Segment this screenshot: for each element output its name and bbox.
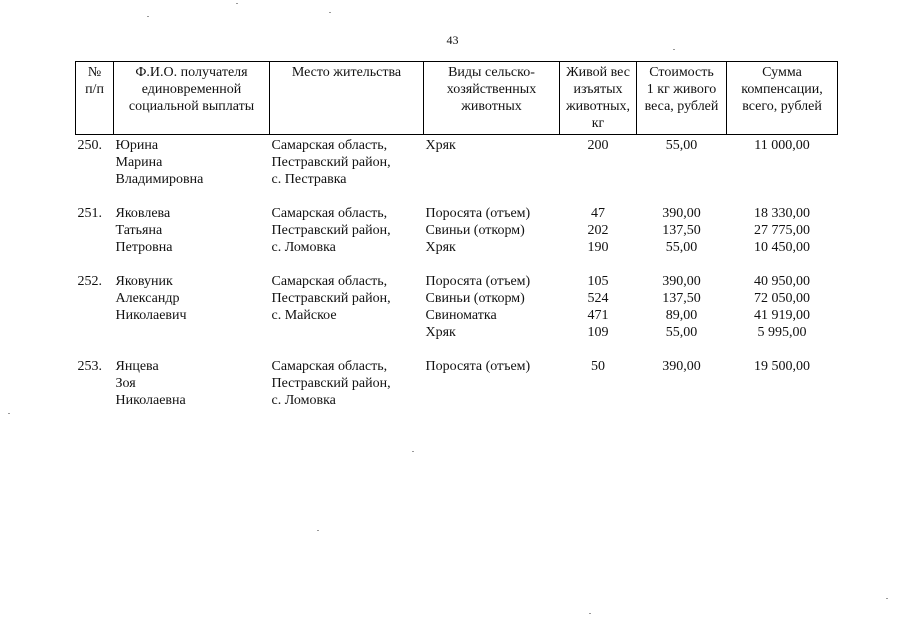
cell-sum-line: 19 500,00 bbox=[754, 359, 810, 374]
cell-price bbox=[637, 273, 727, 341]
cell-weight-line: 47 bbox=[591, 206, 605, 221]
cell-kind-line: Поросята (отъем) bbox=[425, 274, 531, 289]
header-price bbox=[637, 62, 727, 135]
cell-price-line: 55,00 bbox=[665, 240, 698, 255]
cell-place-line: Пестравский район, bbox=[271, 376, 391, 391]
cell-price-line: 137,50 bbox=[662, 291, 701, 306]
compensation-table bbox=[75, 61, 838, 409]
header-name-line: единовременной bbox=[141, 82, 242, 97]
cell-place-line: с. Ломовка bbox=[271, 240, 336, 255]
page-number: 43 bbox=[446, 33, 459, 47]
scan-speck bbox=[886, 598, 888, 599]
header-weight-line: Живой вес bbox=[566, 65, 630, 80]
cell-price-line: 390,00 bbox=[662, 359, 701, 374]
cell-name-line: Янцева bbox=[115, 359, 159, 374]
cell-place bbox=[270, 135, 424, 189]
cell-weight-line: 202 bbox=[587, 223, 609, 238]
table-body bbox=[76, 135, 838, 410]
cell-price-line: 55,00 bbox=[665, 138, 698, 153]
cell-num: 252. bbox=[77, 274, 102, 289]
scan-speck bbox=[236, 3, 238, 4]
cell-name-line: Татьяна bbox=[115, 223, 163, 238]
cell-price-line: 89,00 bbox=[665, 308, 698, 323]
row-spacer bbox=[76, 256, 838, 273]
cell-sum-line: 18 330,00 bbox=[754, 206, 810, 221]
cell-place-line: Самарская область, bbox=[271, 359, 388, 374]
cell-weight-line: 200 bbox=[587, 138, 609, 153]
cell-place bbox=[270, 358, 424, 409]
scan-speck bbox=[147, 16, 149, 17]
header-weight-line: изъятых bbox=[573, 82, 623, 97]
cell-kind-line: Хряк bbox=[425, 138, 456, 153]
cell-place-line: Пестравский район, bbox=[271, 155, 391, 170]
header-kind-line: животных bbox=[461, 99, 522, 114]
cell-price bbox=[637, 135, 727, 189]
cell-name bbox=[114, 135, 270, 189]
cell-price-line: 390,00 bbox=[662, 274, 701, 289]
header-weight-line: кг bbox=[591, 116, 605, 131]
cell-place-line: с. Ломовка bbox=[271, 393, 336, 408]
cell-price bbox=[637, 205, 727, 256]
header-num bbox=[76, 62, 114, 135]
row-spacer bbox=[76, 341, 838, 358]
cell-kind bbox=[424, 358, 560, 409]
cell-name-line: Марина bbox=[115, 155, 163, 170]
header-kind-line: Виды сельско- bbox=[448, 65, 535, 80]
header-name-line: социальной выплаты bbox=[128, 99, 255, 114]
cell-kind-line: Хряк bbox=[425, 325, 456, 340]
scan-speck bbox=[329, 12, 331, 13]
header-sum-line: компенсации, bbox=[741, 82, 823, 97]
table-row bbox=[76, 273, 838, 341]
header-name bbox=[114, 62, 270, 135]
header-sum-line: всего, рублей bbox=[742, 99, 822, 114]
cell-sum-line: 10 450,00 bbox=[754, 240, 810, 255]
header-num-line: п/п bbox=[85, 82, 104, 97]
scan-speck bbox=[673, 49, 675, 50]
table-row bbox=[76, 205, 838, 256]
cell-sum bbox=[727, 205, 838, 256]
cell-place bbox=[270, 205, 424, 256]
cell-weight-line: 109 bbox=[587, 325, 609, 340]
cell-weight-line: 471 bbox=[587, 308, 609, 323]
cell-place-line: с. Майское bbox=[271, 308, 337, 323]
cell-num: 253. bbox=[77, 359, 102, 374]
header-name-line: Ф.И.О. получателя bbox=[135, 65, 248, 80]
cell-place-line: Пестравский район, bbox=[271, 223, 391, 238]
cell-kind bbox=[424, 205, 560, 256]
header-kind bbox=[424, 62, 560, 135]
cell-price-line: 55,00 bbox=[665, 325, 698, 340]
table-row bbox=[76, 135, 838, 189]
header-place bbox=[270, 62, 424, 135]
scan-speck bbox=[8, 413, 10, 414]
cell-sum-line: 72 050,00 bbox=[754, 291, 810, 306]
cell-num: 251. bbox=[77, 206, 102, 221]
cell-weight bbox=[560, 358, 637, 409]
scan-speck bbox=[589, 613, 591, 614]
cell-kind-line: Поросята (отъем) bbox=[425, 206, 531, 221]
cell-sum-line: 5 995,00 bbox=[757, 325, 807, 340]
header-sum-line: Сумма bbox=[762, 65, 802, 80]
cell-name-line: Александр bbox=[115, 291, 180, 306]
cell-sum bbox=[727, 273, 838, 341]
header-price-line: веса, рублей bbox=[644, 99, 719, 114]
cell-kind-line: Свиноматка bbox=[425, 308, 497, 323]
cell-place-line: Самарская область, bbox=[271, 138, 388, 153]
cell-place-line: Самарская область, bbox=[271, 274, 388, 289]
cell-sum-line: 40 950,00 bbox=[754, 274, 810, 289]
cell-name-line: Петровна bbox=[115, 240, 173, 255]
scan-speck bbox=[317, 530, 319, 531]
cell-kind-line: Поросята (отъем) bbox=[425, 359, 531, 374]
cell-name-line: Юрина bbox=[115, 138, 159, 153]
cell-kind-line: Свиньи (откорм) bbox=[425, 291, 525, 306]
row-spacer bbox=[76, 188, 838, 205]
cell-kind bbox=[424, 273, 560, 341]
cell-weight bbox=[560, 205, 637, 256]
table-row bbox=[76, 358, 838, 409]
table-header-row bbox=[76, 62, 838, 135]
cell-sum-line: 41 919,00 bbox=[754, 308, 810, 323]
cell-place-line: Самарская область, bbox=[271, 206, 388, 221]
cell-name-line: Николаевич bbox=[115, 308, 187, 323]
cell-weight bbox=[560, 273, 637, 341]
cell-name-line: Яковлева bbox=[115, 206, 171, 221]
cell-name bbox=[114, 205, 270, 256]
cell-sum-line: 11 000,00 bbox=[754, 138, 810, 153]
cell-kind bbox=[424, 135, 560, 189]
cell-kind-line: Хряк bbox=[425, 240, 456, 255]
cell-place-line: Пестравский район, bbox=[271, 291, 391, 306]
cell-num: 250. bbox=[77, 138, 102, 153]
cell-place bbox=[270, 273, 424, 341]
header-price-line: 1 кг живого bbox=[646, 82, 717, 97]
header-place-line: Место жительства bbox=[291, 65, 402, 80]
header-price-line: Стоимость bbox=[649, 65, 714, 80]
header-num-line: № bbox=[87, 65, 102, 80]
cell-kind-line: Свиньи (откорм) bbox=[425, 223, 525, 238]
header-weight bbox=[560, 62, 637, 135]
cell-weight-line: 524 bbox=[587, 291, 609, 306]
cell-name-line: Зоя bbox=[115, 376, 136, 391]
header-weight-line: животных, bbox=[565, 99, 630, 114]
cell-sum bbox=[727, 358, 838, 409]
cell-weight bbox=[560, 135, 637, 189]
cell-sum-line: 27 775,00 bbox=[754, 223, 810, 238]
cell-price-line: 390,00 bbox=[662, 206, 701, 221]
cell-name bbox=[114, 358, 270, 409]
cell-name-line: Яковуник bbox=[115, 274, 173, 289]
cell-sum bbox=[727, 135, 838, 189]
cell-price bbox=[637, 358, 727, 409]
cell-name bbox=[114, 273, 270, 341]
header-kind-line: хозяйственных bbox=[446, 82, 537, 97]
cell-weight-line: 190 bbox=[587, 240, 609, 255]
scan-speck bbox=[412, 451, 414, 452]
cell-price-line: 137,50 bbox=[662, 223, 701, 238]
cell-name-line: Владимировна bbox=[115, 172, 204, 187]
cell-name-line: Николаевна bbox=[115, 393, 186, 408]
header-sum bbox=[727, 62, 838, 135]
cell-weight-line: 50 bbox=[591, 359, 605, 374]
cell-weight-line: 105 bbox=[587, 274, 609, 289]
cell-place-line: с. Пестравка bbox=[271, 172, 347, 187]
